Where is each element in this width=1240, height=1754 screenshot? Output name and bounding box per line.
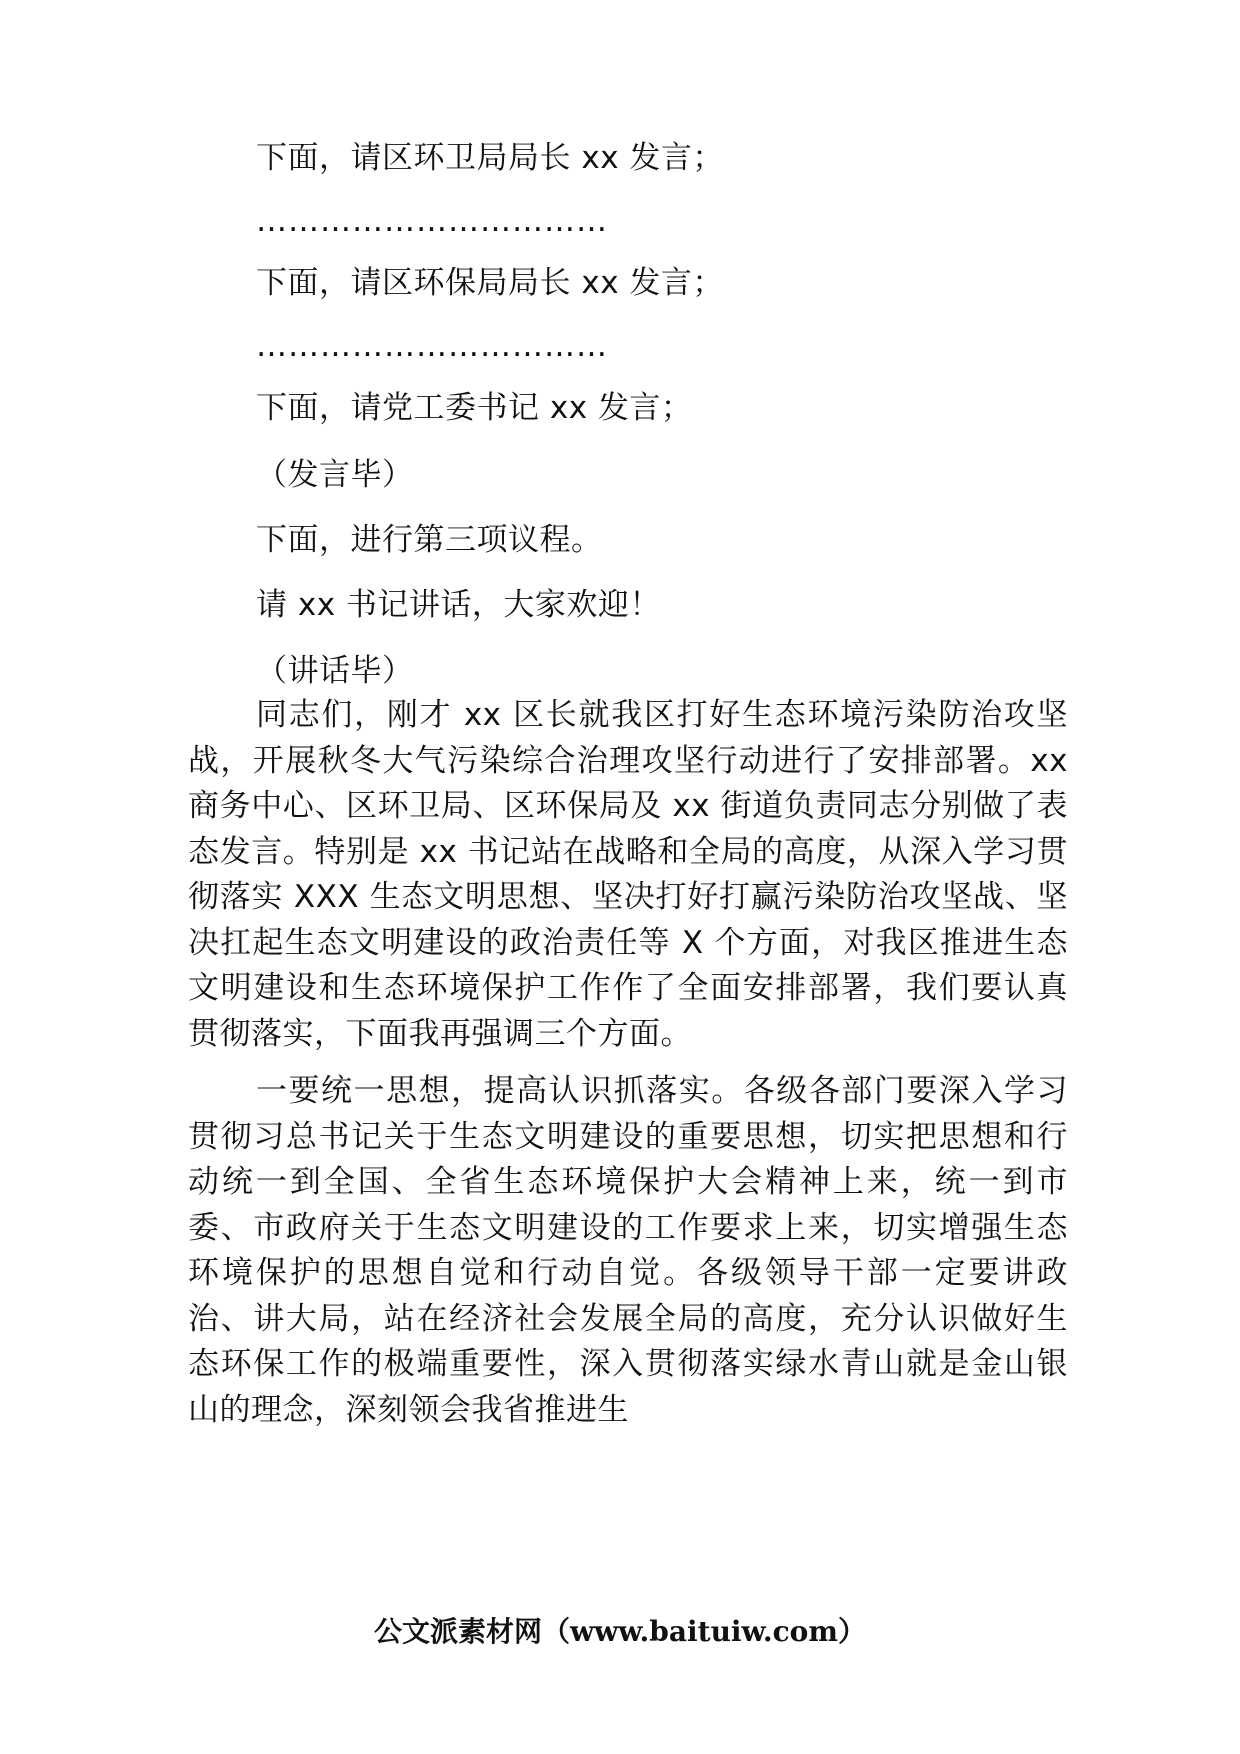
- speech-end-note: （发言毕）: [256, 457, 414, 493]
- agenda-line-third-item: 下面，进行第三项议程。: [256, 522, 603, 558]
- footer-source-text: 公文派素材网（www.baituiw.com）: [374, 1615, 866, 1648]
- agenda-line-sanitation-speech: 下面，请区环卫局局长 xx 发言；: [256, 140, 724, 176]
- ellipsis-line: ……………………………: [256, 203, 608, 239]
- address-end-note: （讲话毕）: [256, 653, 414, 689]
- body-paragraph-summary: 同志们，刚才 xx 区长就我区打好生态环境污染防治攻坚战，开展秋冬大气污染综合治理攻坚行动进行了安排部署。xx 商务中心、区环卫局、区环保局及 xx 街道负责同志分别做了表态发言。特别是 xx 书记站在战略和全局的高度，从深入学习贯彻落实 XXX 生态文明思想、坚决打好打赢污染防治攻坚战、坚决扛起生态文明建设的政治责任等 X 个方面，对我区推进生态文明建设和生态环境保护工作作了全面安排部署，我们要认真贯彻落实，下面我再强调三个方面。: [188, 697, 1068, 1052]
- agenda-line-environment-speech: 下面，请区环保局局长 xx 发言；: [256, 265, 724, 301]
- agenda-line-secretary-address: 请 xx 书记讲话，大家欢迎！: [256, 587, 661, 623]
- agenda-line-party-secretary-speech: 下面，请党工委书记 xx 发言；: [256, 390, 693, 426]
- ellipsis-line: ……………………………: [256, 328, 608, 364]
- body-paragraph-point-one: 一要统一思想，提高认识抓落实。各级各部门要深入学习贯彻习总书记关于生态文明建设的重要思想，切实把思想和行动统一到全国、全省生态环境保护大会精神上来，统一到市委、市政府关于生态文明建设的工作要求上来，切实增强生态环境保护的思想自觉和行动自觉。各级领导干部一定要讲政治、讲大局，站在经济社会发展全局的高度，充分认识做好生态环保工作的极端重要性，深入贯彻落实绿水青山就是金山银山的理念，深刻领会我省推进生: [188, 1073, 1068, 1428]
